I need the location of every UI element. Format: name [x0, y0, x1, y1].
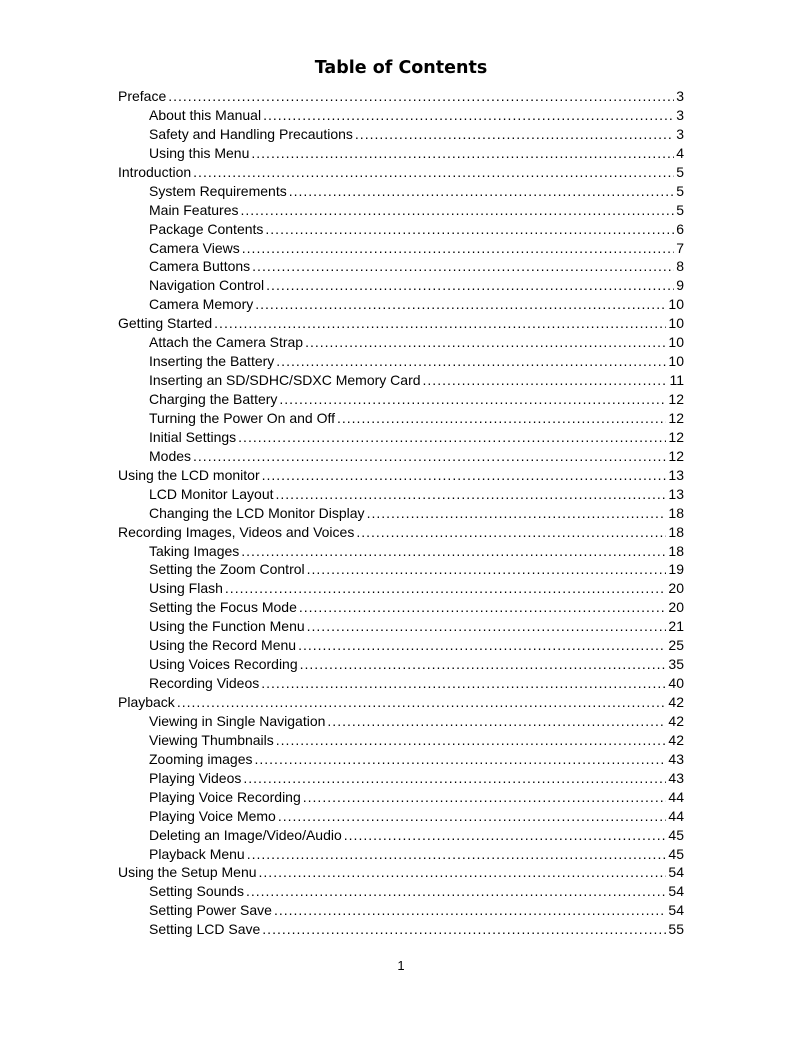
- toc-entry-page: 42: [668, 731, 684, 748]
- toc-entry[interactable]: [118, 144, 684, 163]
- toc-entry-title: Viewing in Single Navigation: [149, 712, 326, 729]
- dot-leader: [259, 863, 667, 882]
- toc-entry[interactable]: [118, 674, 684, 693]
- toc-entry-page: 13: [668, 485, 684, 502]
- toc-entry[interactable]: [118, 220, 684, 239]
- toc-entry-title: Attach the Camera Strap: [149, 334, 304, 351]
- dot-leader: [263, 106, 674, 125]
- toc-entry[interactable]: [118, 125, 684, 144]
- toc-entry-page: 35: [668, 656, 684, 673]
- toc-entry-title: Camera Buttons: [149, 258, 251, 275]
- dot-leader: [255, 295, 666, 314]
- toc-entry-page: 5: [676, 182, 684, 199]
- toc-entry-title: Using the Function Menu: [149, 618, 305, 635]
- dot-leader: [356, 523, 666, 542]
- toc-entry-page: 3: [676, 88, 684, 104]
- toc-entry-page: 54: [668, 883, 684, 900]
- toc-entry-title: Taking Images: [149, 542, 240, 559]
- toc-entry-page: 7: [676, 239, 684, 256]
- toc-entry-title: Changing the LCD Monitor Display: [149, 504, 365, 521]
- toc-entry-page: 18: [668, 504, 684, 521]
- toc-entry[interactable]: [118, 466, 684, 485]
- toc-entry-title: Using the Record Menu: [149, 637, 297, 654]
- toc-entry-title: Viewing Thumbnails: [149, 731, 274, 748]
- toc-entry[interactable]: [118, 750, 684, 769]
- toc-entry-page: 5: [676, 163, 684, 180]
- toc-entry-title: Recording Images, Videos and Voices: [118, 523, 355, 540]
- toc-entry-title: Getting Started: [118, 315, 213, 332]
- toc-entry-title: Zooming images: [149, 750, 253, 767]
- toc-entry-page: 18: [668, 523, 684, 540]
- toc-entry-page: 3: [676, 106, 684, 123]
- page-number: 1: [397, 958, 405, 973]
- dot-leader: [299, 598, 667, 617]
- toc-entry-title: Playing Voice Recording: [149, 788, 301, 805]
- toc-entry-title: Using Voices Recording: [149, 656, 298, 673]
- dot-leader: [265, 220, 674, 239]
- dot-leader: [238, 428, 666, 447]
- toc-entry-page: 10: [668, 334, 684, 351]
- toc-entry[interactable]: [118, 201, 684, 220]
- dot-leader: [241, 542, 666, 561]
- dot-leader: [177, 693, 667, 712]
- toc-entry-page: 10: [668, 296, 684, 313]
- dot-leader: [246, 882, 666, 901]
- toc-entry[interactable]: [118, 314, 684, 333]
- dot-leader: [355, 125, 674, 144]
- toc-entry[interactable]: [118, 333, 684, 352]
- toc-entry-page: 10: [668, 315, 684, 332]
- toc-entry-page: 45: [668, 845, 684, 862]
- toc-entry-title: Deleting an Image/Video/Audio: [149, 826, 342, 843]
- dot-leader: [225, 579, 667, 598]
- toc-entry[interactable]: [118, 276, 684, 295]
- dot-leader: [193, 447, 666, 466]
- toc-entry-title: Setting LCD Save: [149, 921, 261, 938]
- toc-entry[interactable]: [118, 560, 684, 579]
- toc-entry-page: 20: [668, 580, 684, 597]
- toc-entry-title: Setting the Zoom Control: [149, 561, 305, 578]
- dot-leader: [327, 712, 666, 731]
- toc-entry[interactable]: [118, 447, 684, 466]
- dot-leader: [247, 845, 667, 864]
- toc-entry-page: 45: [668, 826, 684, 843]
- toc-entry[interactable]: [118, 523, 684, 542]
- dot-leader: [261, 674, 666, 693]
- dot-leader: [274, 901, 666, 920]
- dot-leader: [262, 920, 666, 939]
- toc-entry-title: Playing Voice Memo: [149, 807, 276, 824]
- toc-entry-title: Using the Setup Menu: [118, 864, 257, 881]
- toc-entry[interactable]: [118, 542, 684, 561]
- toc-entry-page: 44: [668, 788, 684, 805]
- toc-entry-page: 20: [668, 599, 684, 616]
- dot-leader: [262, 466, 667, 485]
- toc-entry-page: 13: [668, 466, 684, 483]
- dot-leader: [307, 560, 667, 579]
- toc-entry[interactable]: [118, 845, 684, 864]
- toc-entry[interactable]: [118, 693, 684, 712]
- toc-entry[interactable]: [118, 807, 684, 826]
- toc-entry[interactable]: [118, 579, 684, 598]
- toc-entry[interactable]: [118, 788, 684, 807]
- toc-entry-title: Charging the Battery: [149, 391, 278, 407]
- toc-entry-page: 8: [676, 258, 684, 275]
- toc-entry-page: 12: [668, 409, 684, 426]
- toc-entry-page: 43: [668, 769, 684, 786]
- toc-entry[interactable]: [118, 87, 684, 106]
- toc-entry-page: 12: [668, 447, 684, 464]
- toc-entry[interactable]: [118, 239, 684, 258]
- toc-entry-page: 12: [668, 428, 684, 445]
- dot-leader: [307, 617, 667, 636]
- dot-leader: [255, 750, 667, 769]
- dot-leader: [279, 390, 666, 409]
- dot-leader: [251, 144, 674, 163]
- toc-entry-page: 21: [668, 618, 684, 635]
- dot-leader: [337, 409, 666, 428]
- toc-entry[interactable]: [118, 352, 684, 371]
- dot-leader: [193, 163, 674, 182]
- dot-leader: [305, 333, 666, 352]
- dot-leader: [276, 485, 667, 504]
- toc-entry-page: 44: [668, 807, 684, 824]
- toc-entry-page: 42: [668, 712, 684, 729]
- toc-entry[interactable]: [118, 655, 684, 674]
- toc-entry-title: Using the LCD monitor: [118, 466, 260, 483]
- dot-leader: [276, 352, 666, 371]
- toc-entry[interactable]: [118, 863, 684, 882]
- toc-entry-title: Inserting the Battery: [149, 353, 275, 370]
- dot-leader: [242, 239, 674, 258]
- dot-leader: [289, 182, 674, 201]
- toc-entry[interactable]: [118, 371, 684, 390]
- toc-entry-title: Introduction: [118, 163, 192, 180]
- toc-entry[interactable]: [118, 598, 684, 617]
- toc-entry-page: 11: [669, 372, 684, 389]
- dot-leader: [243, 769, 666, 788]
- toc-entry-page: 19: [668, 561, 684, 578]
- toc-entry-title: Setting Sounds: [149, 883, 244, 900]
- dot-leader: [423, 371, 668, 390]
- toc-entry[interactable]: [118, 390, 684, 409]
- dot-leader: [240, 201, 674, 220]
- toc-entry-title: Package Contents: [149, 220, 264, 237]
- toc-entry[interactable]: [118, 769, 684, 788]
- dot-leader: [252, 257, 674, 276]
- toc-entry-page: 18: [668, 542, 684, 559]
- toc-entry[interactable]: [118, 485, 684, 504]
- table-of-contents: [118, 87, 684, 939]
- toc-entry[interactable]: [118, 182, 684, 201]
- toc-entry-page: 9: [676, 277, 684, 294]
- toc-entry[interactable]: [118, 826, 684, 845]
- toc-entry-title: Modes: [149, 447, 192, 464]
- toc-entry-page: 4: [676, 144, 684, 161]
- toc-entry-page: 12: [668, 391, 684, 407]
- toc-entry[interactable]: [118, 636, 684, 655]
- dot-leader: [367, 504, 667, 523]
- toc-entry-page: 5: [676, 201, 684, 218]
- toc-entry-title: Preface: [118, 88, 167, 104]
- dot-leader: [168, 87, 674, 106]
- toc-entry[interactable]: [118, 295, 684, 314]
- toc-entry-title: Camera Memory: [149, 296, 254, 313]
- toc-entry-page: 10: [668, 353, 684, 370]
- toc-entry[interactable]: [118, 257, 684, 276]
- toc-entry-title: Camera Views: [149, 239, 240, 256]
- toc-entry[interactable]: [118, 882, 684, 901]
- toc-entry-page: 55: [668, 921, 684, 938]
- dot-leader: [298, 636, 666, 655]
- dot-leader: [276, 731, 667, 750]
- toc-entry[interactable]: [118, 617, 684, 636]
- toc-entry-title: Setting the Focus Mode: [149, 599, 297, 616]
- toc-entry-title: Using Flash: [149, 580, 223, 597]
- dot-leader: [214, 314, 666, 333]
- toc-entry-title: Safety and Handling Precautions: [149, 125, 353, 142]
- toc-entry-page: 3: [676, 125, 684, 142]
- toc-entry-title: Setting Power Save: [149, 902, 272, 919]
- toc-entry[interactable]: [118, 920, 684, 939]
- toc-entry-page: 25: [668, 637, 684, 654]
- toc-entry-page: 54: [668, 902, 684, 919]
- dot-leader: [344, 826, 667, 845]
- dot-leader: [303, 788, 667, 807]
- toc-entry-title: Recording Videos: [149, 675, 260, 692]
- dot-leader: [278, 807, 667, 826]
- toc-entry-title: Turning the Power On and Off: [149, 409, 335, 426]
- toc-entry-title: Inserting an SD/SDHC/SDXC Memory Card: [149, 372, 421, 389]
- toc-entry[interactable]: [118, 163, 684, 182]
- toc-entry[interactable]: [118, 409, 684, 428]
- dot-leader: [300, 655, 667, 674]
- toc-entry[interactable]: [118, 504, 684, 523]
- toc-entry-page: 43: [668, 750, 684, 767]
- toc-entry-title: Navigation Control: [149, 277, 265, 294]
- toc-entry[interactable]: [118, 106, 684, 125]
- toc-entry-page: 6: [676, 220, 684, 237]
- toc-entry-title: About this Manual: [149, 106, 262, 123]
- dot-leader: [266, 276, 674, 295]
- toc-entry-title: System Requirements: [149, 182, 287, 199]
- toc-entry-title: Playback Menu: [149, 845, 245, 862]
- page-title: Table of Contents: [314, 58, 488, 78]
- toc-entry-title: Playing Videos: [149, 769, 242, 786]
- toc-entry[interactable]: [118, 901, 684, 920]
- toc-entry-page: 40: [668, 675, 684, 692]
- toc-entry-title: LCD Monitor Layout: [149, 485, 274, 502]
- toc-entry[interactable]: [118, 428, 684, 447]
- toc-entry-title: Initial Settings: [149, 428, 237, 445]
- toc-entry[interactable]: [118, 731, 684, 750]
- toc-entry[interactable]: [118, 712, 684, 731]
- toc-entry-title: Using this Menu: [149, 144, 250, 161]
- toc-entry-page: 42: [668, 694, 684, 710]
- toc-entry-title: Playback: [118, 694, 175, 710]
- toc-entry-title: Main Features: [149, 201, 239, 218]
- toc-entry-page: 54: [668, 864, 684, 881]
